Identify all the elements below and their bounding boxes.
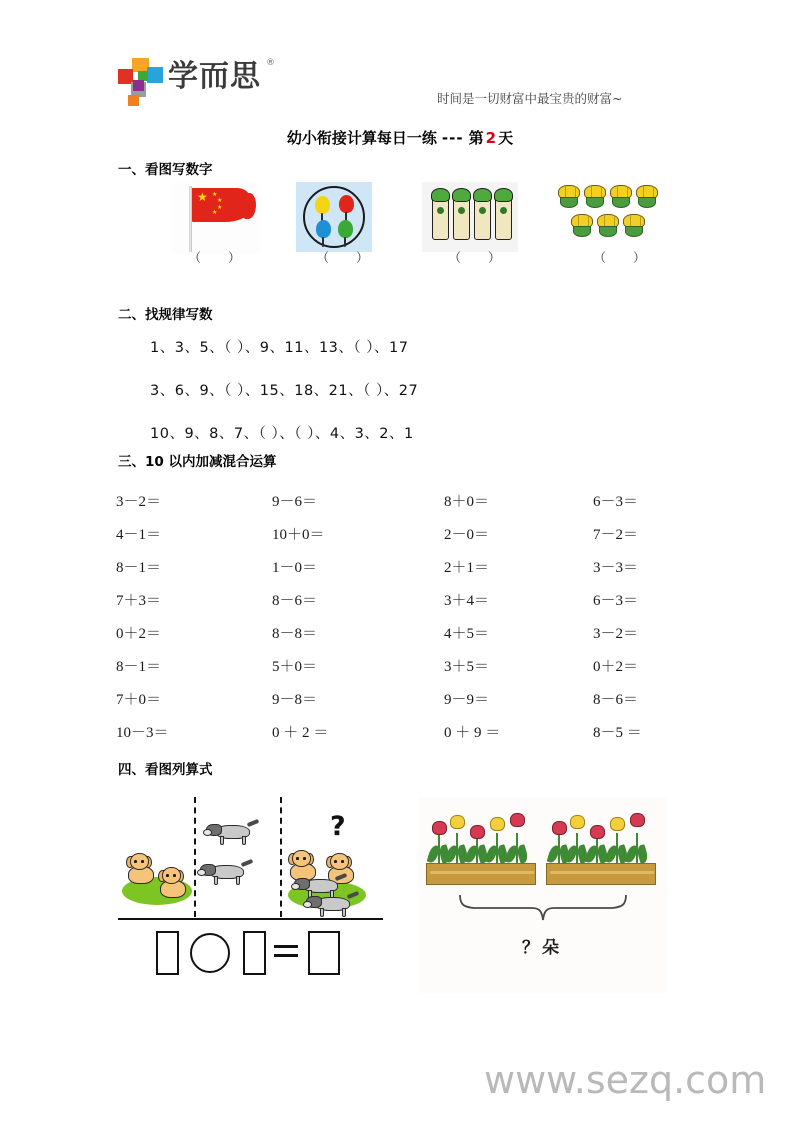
arithmetic-problem[interactable]: 5＋0＝ (272, 659, 318, 675)
planter-box-icon (546, 863, 656, 885)
title-dashes: --- (441, 129, 464, 147)
planter-box-icon (426, 863, 536, 885)
page-header (0, 0, 800, 120)
arithmetic-problem[interactable]: 9－6＝ (272, 494, 318, 510)
arithmetic-problem[interactable]: 2－0＝ (444, 527, 490, 543)
tulip-bunch-icon (545, 182, 695, 254)
title-day-suffix: 天 (498, 129, 514, 147)
arithmetic-problem[interactable]: 10＋0＝ (272, 527, 325, 543)
number-sequence[interactable]: 1、3、5、（ ）、9、11、13、（ ）、17 (150, 340, 409, 356)
logo-blocks-icon (118, 56, 164, 106)
arithmetic-problem[interactable]: 7＋0＝ (116, 692, 162, 708)
arithmetic-problem[interactable]: 9－8＝ (272, 692, 318, 708)
arithmetic-problem[interactable]: 8－5 ＝ (593, 725, 642, 741)
arithmetic-problem[interactable]: 1－0＝ (272, 560, 318, 576)
golden-puppy-icon (158, 867, 188, 901)
arithmetic-problem[interactable]: 9－9＝ (444, 692, 490, 708)
flower-question-label: ？朵 (522, 938, 562, 958)
registered-mark-icon: ® (266, 58, 275, 68)
flower-planter (546, 815, 656, 885)
equation-box[interactable] (243, 931, 266, 975)
page-title (0, 127, 800, 148)
balloons-icon (268, 182, 418, 254)
dog-scene (118, 795, 383, 920)
site-watermark: www.sezq.com (484, 1058, 767, 1102)
gray-dog-icon (200, 861, 252, 887)
arithmetic-problem[interactable]: 8－8＝ (272, 626, 318, 642)
number-sequence[interactable]: 10、9、8、7、（ ）、（ ）、4、3、2、1 (150, 426, 414, 442)
arithmetic-problem[interactable]: 3＋5＝ (444, 659, 490, 675)
number-sequence[interactable]: 3、6、9、（ ）、15、18、21、（ ）、27 (150, 383, 419, 399)
dogs-picture (118, 795, 383, 995)
gray-dog-icon (306, 893, 358, 919)
section-two-heading: 二、找规律写数 (118, 307, 213, 323)
flower-boxes-picture (418, 797, 666, 993)
arithmetic-problem[interactable]: 8－1＝ (116, 560, 162, 576)
arithmetic-problem[interactable]: 3－2＝ (116, 494, 162, 510)
arithmetic-problem[interactable]: 2＋1＝ (444, 560, 490, 576)
arithmetic-problem[interactable]: 0 ＋ 9 ＝ (444, 725, 501, 741)
arithmetic-column (593, 486, 743, 750)
arithmetic-problem[interactable]: 0＋2＝ (593, 659, 639, 675)
equation-blanks-row (148, 931, 383, 981)
arithmetic-grid (0, 486, 800, 741)
word-problem-area (0, 795, 800, 1005)
xueersi-logo (118, 56, 278, 108)
divider-dashed (280, 797, 282, 917)
question-mark-icon: ? (330, 811, 346, 842)
equals-sign-icon (274, 943, 298, 957)
arithmetic-problem[interactable]: 10－3＝ (116, 725, 169, 741)
arithmetic-problem[interactable]: 3＋4＝ (444, 593, 490, 609)
chinese-flag-icon: ★ ★ ★ ★ ★ (140, 182, 290, 254)
logo-text: 学而思 (168, 59, 261, 94)
picture-count-item (400, 182, 550, 282)
arithmetic-problem[interactable]: 6－3＝ (593, 593, 639, 609)
bamboo-sticks-icon (400, 182, 550, 254)
answer-blank[interactable]: （ ） (316, 250, 370, 265)
section-four-heading: 四、看图列算式 (118, 762, 213, 778)
arithmetic-problem[interactable]: 8－6＝ (272, 593, 318, 609)
gray-dog-icon (206, 821, 258, 847)
arithmetic-problem[interactable]: 7－2＝ (593, 527, 639, 543)
arithmetic-problem[interactable]: 8－1＝ (116, 659, 162, 675)
arithmetic-problem[interactable]: 4＋5＝ (444, 626, 490, 642)
arithmetic-problem[interactable]: 0＋2＝ (116, 626, 162, 642)
section-three-heading: 三、10 以内加减混合运算 (118, 454, 277, 470)
answer-blank[interactable]: （ ） (593, 250, 647, 265)
arithmetic-column (272, 486, 422, 750)
arithmetic-problem[interactable]: 3－2＝ (593, 626, 639, 642)
arithmetic-problem[interactable]: 3－3＝ (593, 560, 639, 576)
arithmetic-problem[interactable]: 4－1＝ (116, 527, 162, 543)
divider-dashed (194, 797, 196, 917)
picture-count-item (545, 182, 695, 282)
title-day-number: 2 (485, 129, 497, 147)
arithmetic-problem[interactable]: 8－6＝ (593, 692, 639, 708)
section-one-heading: 一、看图写数字 (118, 162, 213, 178)
header-motto: 时间是一切财富中最宝贵的财富~ (437, 91, 623, 106)
arithmetic-problem[interactable]: 0 ＋ 2 ＝ (272, 725, 329, 741)
title-main: 幼小衔接计算每日一练 (286, 129, 437, 147)
operator-circle[interactable] (190, 933, 230, 973)
flower-planter (426, 815, 536, 885)
answer-blank[interactable]: （ ） (188, 250, 242, 265)
golden-puppy-icon (126, 853, 156, 887)
arithmetic-column (444, 486, 594, 750)
equation-result-box[interactable] (308, 931, 340, 975)
equation-box[interactable] (156, 931, 179, 975)
arithmetic-problem[interactable]: 6－3＝ (593, 494, 639, 510)
picture-count-row (0, 182, 800, 282)
arithmetic-column (116, 486, 266, 750)
arithmetic-problem[interactable]: 7＋3＝ (116, 593, 162, 609)
arithmetic-problem[interactable]: 8＋0＝ (444, 494, 490, 510)
answer-blank[interactable]: （ ） (448, 250, 502, 265)
title-day-prefix: 第 (468, 129, 484, 147)
picture-count-item (268, 182, 418, 282)
curly-brace-icon (456, 893, 630, 923)
